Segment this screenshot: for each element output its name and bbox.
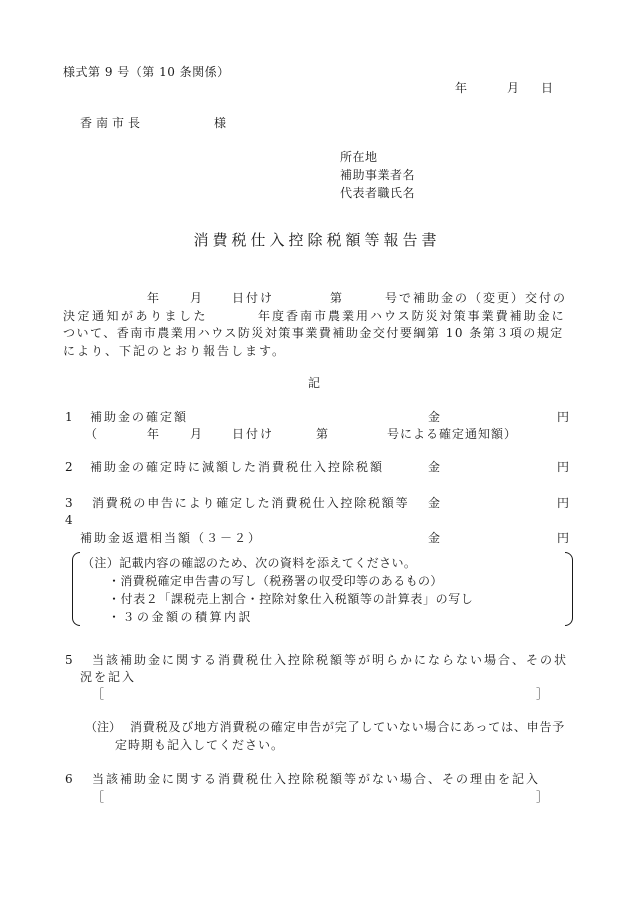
document-title: 消費税仕入控除税額等報告書 xyxy=(193,231,441,249)
item-number: 6 xyxy=(65,772,73,786)
date-month: 月 xyxy=(507,81,520,95)
representative-label: 代表者職氏名 xyxy=(340,186,416,200)
intro-line4: により、下記のとおり報告します。 xyxy=(63,344,287,358)
intro-number-prefix: 第 xyxy=(330,291,343,305)
date-year: 年 xyxy=(455,81,468,95)
amount-prefix: 金 xyxy=(428,531,441,545)
amount-unit: 円 xyxy=(557,460,570,474)
amount-prefix: 金 xyxy=(428,496,441,510)
entry-bracket-open: ［ xyxy=(92,790,105,804)
item-label: 補助金の確定額 xyxy=(90,410,189,424)
sub-number-prefix: 第 xyxy=(316,427,329,441)
addressee-honorific: 様 xyxy=(214,116,227,130)
intro-day: 日付け xyxy=(232,291,275,305)
intro-line1-text: 号で補助金の（変更）交付の xyxy=(385,291,568,305)
amount-unit: 円 xyxy=(557,410,570,424)
schedule-note-prefix: （注） xyxy=(85,720,122,734)
intro-line2-b: 年度香南市農業用ハウス防災対策事業費補助金に xyxy=(258,309,566,323)
amount-prefix: 金 xyxy=(428,460,441,474)
entry-bracket-close: ］ xyxy=(536,790,549,804)
business-name-label: 補助事業者名 xyxy=(340,168,416,182)
item-label: 当該補助金に関する消費税仕入控除税額等がない場合、その理由を記入 xyxy=(92,772,541,786)
item-label: 消費税の申告により確定した消費税仕入控除税額等 xyxy=(92,496,410,510)
entry-bracket-close: ］ xyxy=(536,687,549,701)
addressee-name: 香南市長 xyxy=(80,116,145,130)
intro-month: 月 xyxy=(190,291,203,305)
item-label: 当該補助金に関する消費税仕入控除税額等が明らかにならない場合、その状 xyxy=(92,653,569,667)
item-number: 2 xyxy=(65,460,73,474)
item-number: 3 xyxy=(65,496,73,510)
item-number: 4 xyxy=(65,513,73,527)
amount-unit: 円 xyxy=(557,531,570,545)
sub-year: 年 xyxy=(147,427,160,441)
note-bracket-right xyxy=(565,552,573,626)
amount-prefix: 金 xyxy=(428,410,441,424)
item-label: 補助金の確定時に減額した消費税仕入控除税額 xyxy=(90,460,385,474)
intro-line3: ついて、香南市農業用ハウス防災対策事業費補助金交付要綱第 10 条第３項の規定 xyxy=(63,326,564,340)
ki-heading: 記 xyxy=(308,376,321,390)
item-number: 1 xyxy=(65,410,73,424)
sub-open-paren: （ xyxy=(85,427,98,441)
attachment-bullet: ・付表２「課税売上割合・控除対象仕入税額等の計算表」の写し xyxy=(108,592,474,606)
attachment-bullet: ・消費税確定申告書の写し（税務署の収受印等のあるもの） xyxy=(108,574,443,588)
schedule-note-line2: 定時期も記入してください。 xyxy=(115,738,285,752)
attachment-bullet: ・３の金額の積算内訳 xyxy=(108,610,254,624)
sub-day: 日付け xyxy=(232,427,275,441)
attachment-note-heading: （注）記載内容の確認のため、次の資料を添えてください。 xyxy=(82,556,417,570)
date-day: 日 xyxy=(541,81,554,95)
intro-year: 年 xyxy=(147,291,160,305)
item-number: 5 xyxy=(65,653,73,667)
amount-unit: 円 xyxy=(557,496,570,510)
intro-line2-a: 決定通知がありました xyxy=(63,309,209,323)
schedule-note-line1: 消費税及び地方消費税の確定申告が完了していない場合にあっては、申告予 xyxy=(130,720,566,734)
sub-month: 月 xyxy=(190,427,203,441)
address-label: 所在地 xyxy=(340,150,378,164)
item-label-continued: 況を記入 xyxy=(80,670,137,684)
note-bracket-left xyxy=(72,552,80,626)
item-label: 補助金返還相当額（３－２） xyxy=(80,531,263,545)
sub-text: 号による確定通知額） xyxy=(387,427,518,441)
form-number: 様式第 9 号（第 10 条関係） xyxy=(63,65,230,79)
entry-bracket-open: ［ xyxy=(92,687,105,701)
